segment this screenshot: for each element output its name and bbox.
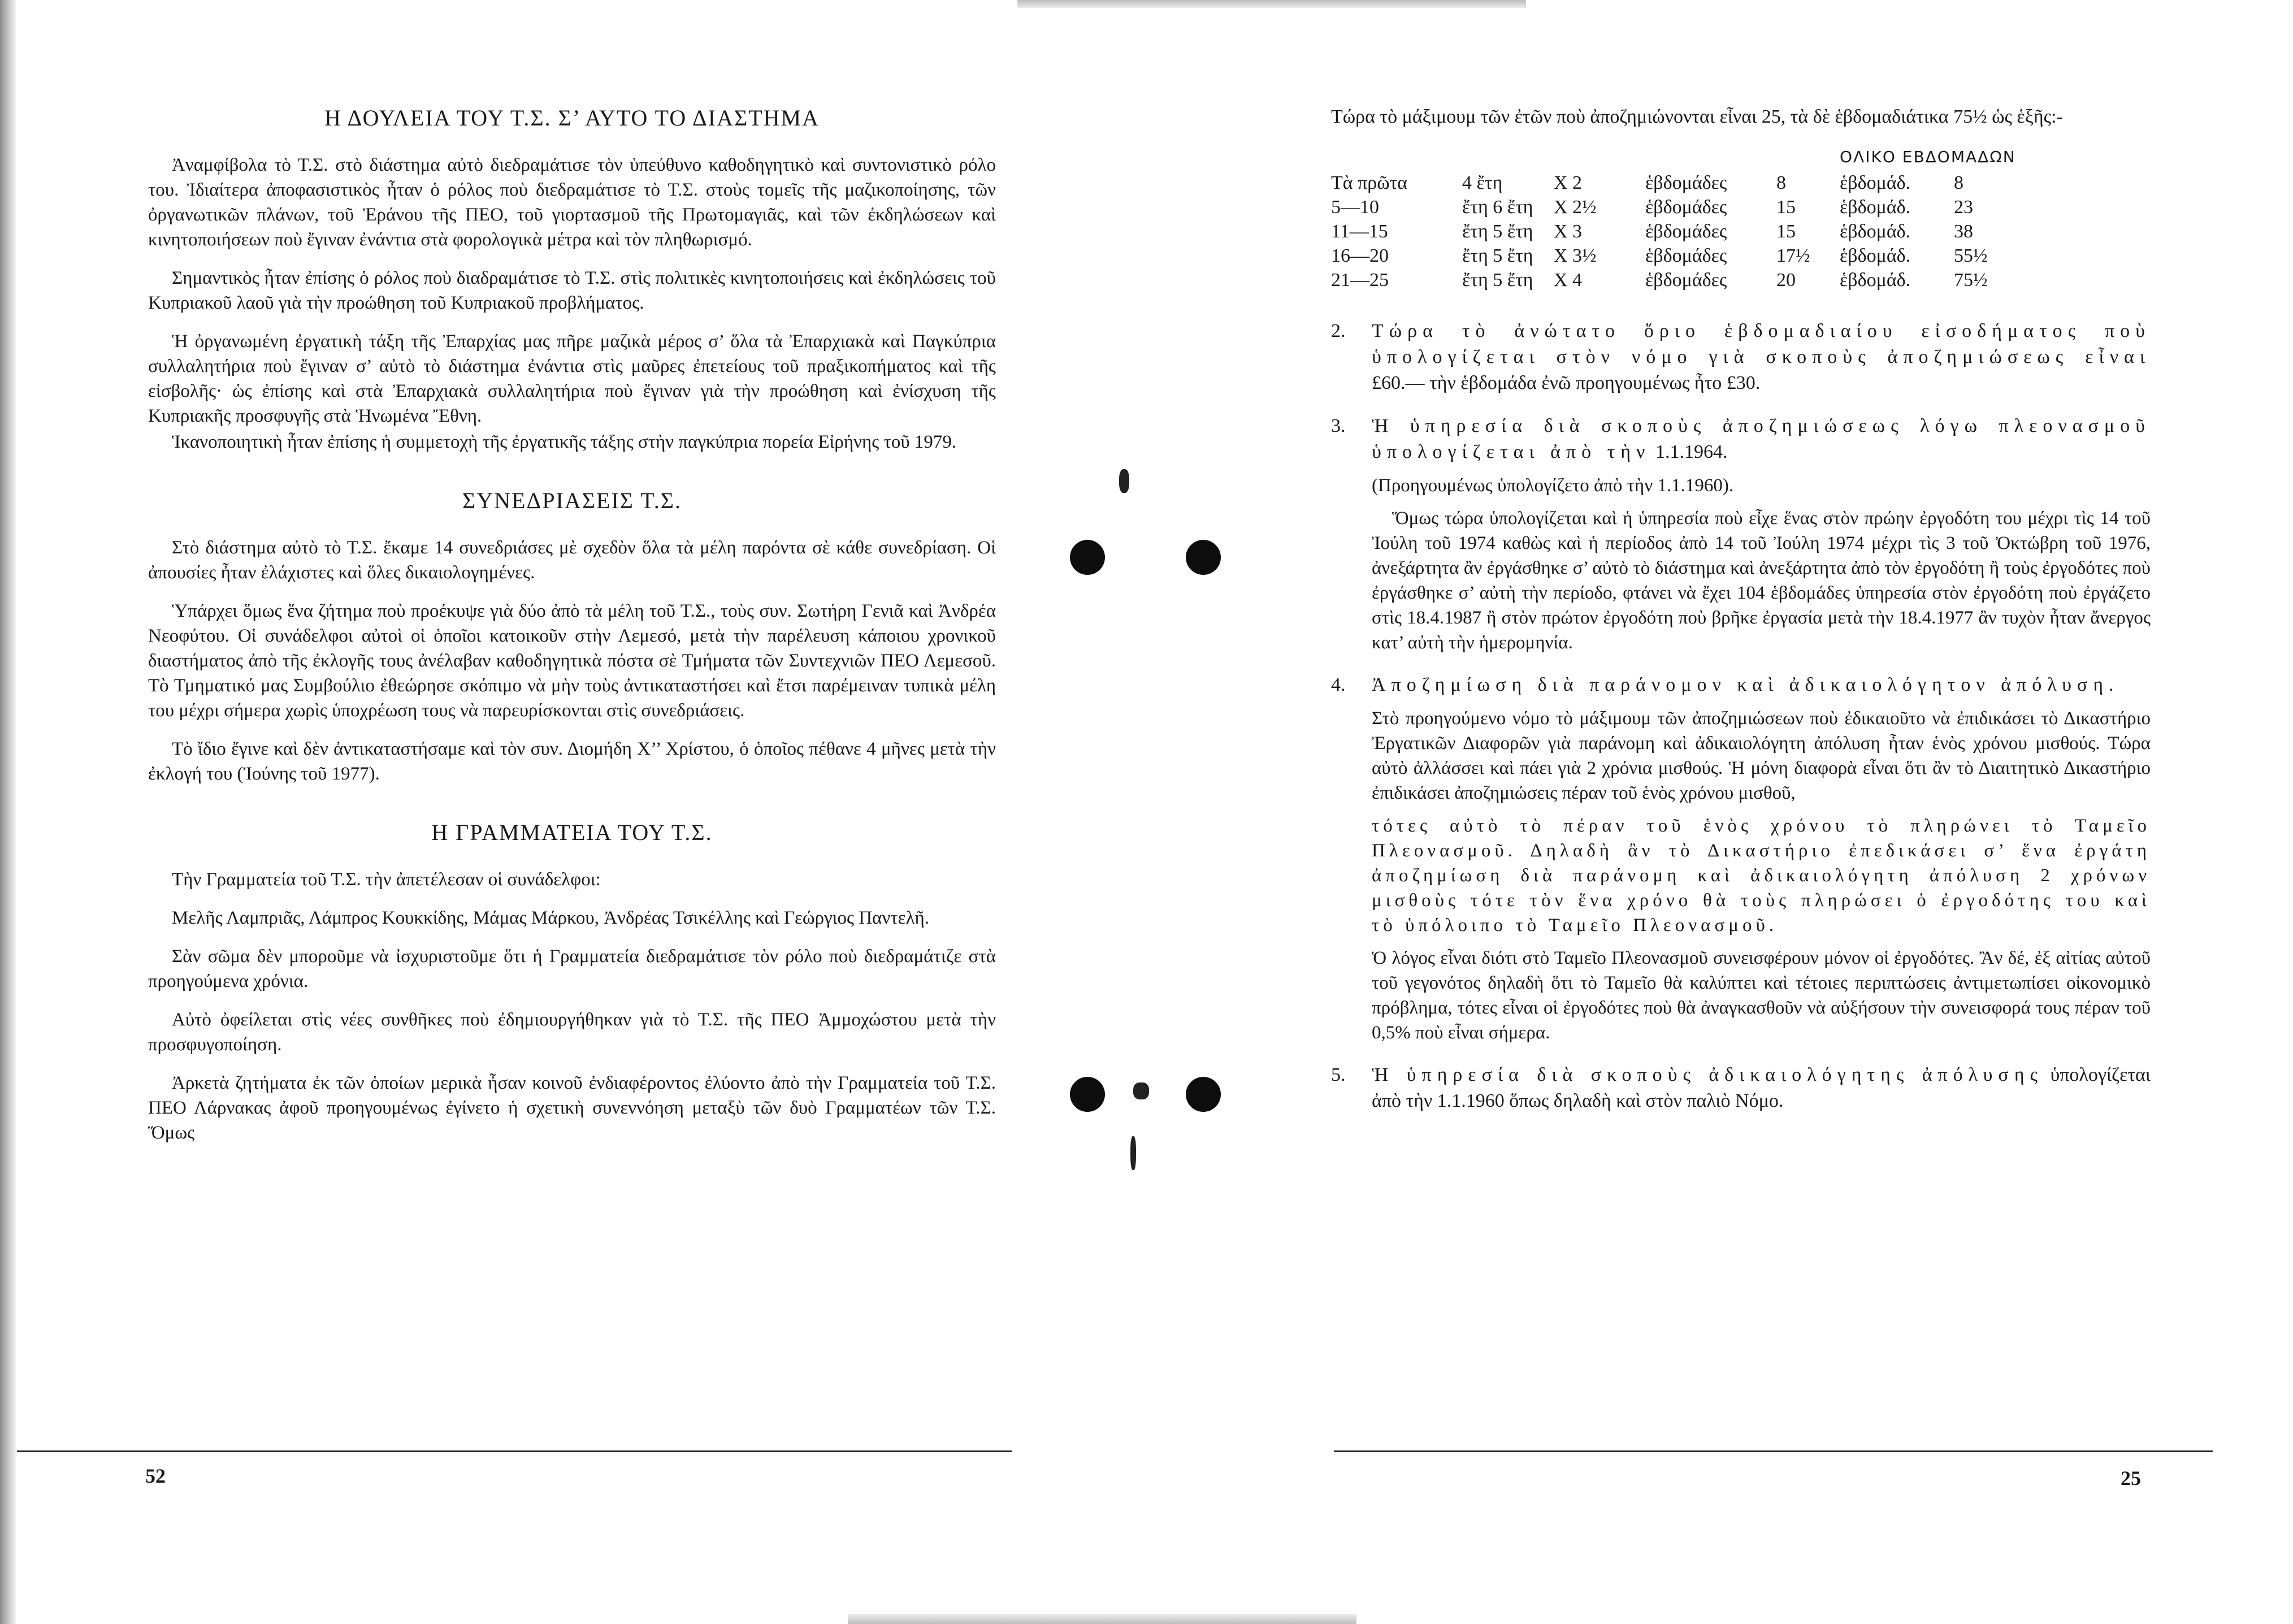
table-row	[1331, 244, 2016, 268]
item-lead	[1372, 672, 2151, 698]
item-paragraph: (Προηγουμένως ὑπολογίζετο ἀπὸ τὴν 1.1.1960).	[1372, 475, 1734, 496]
paragraph: Μελῆς Λαμπριᾶς, Λάμπρος Κουκκίδης, Μάμας Μάρκου, Ἀνδρέας Τσικέλλης καὶ Γεώργιος Παντελῆ.	[172, 908, 930, 928]
item-lead-rest: ὑπολογίζεται ἀπὸ τὴν 1.1.1960 ὅπως δηλαδὴ καὶ στὸν παλιὸ Νόμο.	[1372, 1064, 2151, 1111]
item-number: 3.	[1331, 415, 1346, 436]
table-cell: 55½	[1954, 245, 1988, 266]
section-spacer	[148, 468, 996, 487]
binding-hole	[1070, 540, 1105, 575]
table-row	[1331, 171, 2016, 195]
paragraph: Ἱκανοποιητικὴ ἦταν ἐπίσης ἡ συμμετοχὴ τῆς ἐργατικῆς τάξης στὴν παγκύπρια πορεία Εἰρήνης τοῦ 1979.	[172, 432, 957, 452]
table-cell: ἑβδομάδες	[1645, 172, 1727, 193]
table-cell: 11—15	[1331, 220, 1388, 242]
table-cell: 15	[1776, 196, 1796, 218]
section-spacer	[148, 800, 996, 819]
numbered-item-4	[1331, 672, 2151, 1045]
table-cell: 8	[1776, 172, 1786, 193]
paragraph: Ἀναμφίβολα τὸ Τ.Σ. στὸ διάστημα αὐτὸ διεδραμάτισε τὸν ὑπεύθυνο καθοδηγητικὸ καὶ συντονιστικὸ ρόλο του. Ἰδιαίτερα ἀποφασιστικὸς ἦταν ὁ ρόλος ποὺ διεδραμάτισε τὸ Τ.Σ. στοὺς τομεῖς τῆς μαζικοποίησης, τῶν ὀργανωτικῶν πλάνων, τοῦ Ἐράνου τῆς ΠΕΟ, τοῦ γιορτασμοῦ τῆς Πρωτομαγιᾶς, καὶ τῶν ἐκδηλώσεων καὶ κινητοποιήσεων ποὺ ἔγιναν ἐνάντια στὰ φορολογικὰ μέτρα καὶ τὸν πληθωρισμό.	[148, 155, 996, 250]
table-cell: ἑβδομάδ.	[1840, 172, 1911, 193]
table-cell: ἔτη 5 ἔτη	[1462, 269, 1533, 291]
item-lead-spaced: Ἡ ὑπηρεσία διὰ σκοποὺς ἀποζημιώσεως λόγω πλεονασμοῦ ὑπολογίζεται ἀπὸ τὴν	[1372, 415, 2151, 462]
paragraph: Αὐτὸ ὀφείλεται στὶς νέες συνθῆκες ποὺ ἐδημιουργήθηκαν γιὰ τὸ Τ.Σ. τῆς ΠΕΟ Ἀμμοχώστου μετὰ τὴν προσφυγοποίηση.	[148, 1010, 996, 1055]
item-lead-rest: £60.— τὴν ἑβδομάδα ἐνῶ προηγουμένως ἦτο £30.	[1372, 373, 1761, 393]
table-cell: ἑβδομάδ.	[1840, 220, 1911, 242]
table-cell: ἑβδομάδες	[1645, 269, 1727, 291]
table-cell: 20	[1776, 269, 1796, 291]
table-cell: Χ 3	[1554, 220, 1583, 242]
table-row	[1331, 268, 2016, 292]
item-lead-rest: 1.1.1964.	[1655, 441, 1728, 462]
table-cell: 75½	[1954, 269, 1988, 291]
table-cell: ἑβδομάδες	[1645, 220, 1727, 242]
section-heading-meetings: ΣΥΝΕΔΡΙΑΣΕΙΣ Τ.Σ.	[462, 488, 682, 513]
table-header-row	[1331, 146, 2016, 171]
table-row	[1331, 195, 2016, 219]
weeks-table	[1331, 146, 2016, 292]
table-cell: ἔτη 5 ἔτη	[1462, 220, 1533, 242]
table-cell: ἔτη 5 ἔτη	[1462, 245, 1533, 266]
right-column	[1331, 105, 2151, 1131]
total-weeks-header: ΟΛΙΚΟ ΕΒΔΟΜΑΔΩΝ	[1840, 148, 2016, 166]
paragraph: Τὴν Γραμματεία τοῦ Τ.Σ. τὴν ἀπετέλεσαν οἱ συνάδελφοι:	[172, 869, 601, 890]
binding-hole	[1070, 1077, 1105, 1112]
intro-paragraph: Τώρα τὸ μάξιμουμ τῶν ἐτῶν ποὺ ἀποζημιώνονται εἶναι 25, τὰ δὲ ἑβδομαδιάτικα 75½ ὡς ἑξῆς:-	[1331, 106, 2063, 127]
table-cell: 5—10	[1331, 196, 1379, 218]
item-paragraph: Ὁ λόγος εἶναι διότι στὸ Ταμεῖο Πλεονασμοῦ συνεισφέρουν μόνον οἱ ἐργοδότες. Ἂν δέ, ἐξ αἰτίας αὐτοῦ τοῦ γεγονότος δηλαδὴ ὅτι τὸ Ταμεῖο θὰ καλύπτει καὶ τέτοιες περιπτώσεις ἀντιμετωπίσει οἰκονομικὸ πρόβλημα, τότες εἶναι οἱ ἐργοδότες ποὺ θὰ ἀναγκασθοῦν νὰ αὐξήσουν τὴν συνεισφορά τους πέραν τοῦ 0,5% ποὺ εἶναι σήμερα.	[1372, 948, 2151, 1043]
item-lead	[1372, 1062, 2151, 1114]
section-heading-work: Η ΔΟΥΛΕΙΑ ΤΟΥ Τ.Σ. Σ’ ΑΥΤΟ ΤΟ ΔΙΑΣΤΗΜΑ	[324, 105, 820, 131]
item-number: 2.	[1331, 321, 1346, 341]
item-lead	[1372, 413, 2151, 465]
item-lead-spaced: Τώρα τὸ ἀνώτατο ὅριο ἑβδομαδιαίου εἰσοδήματος ποὺ ὑπολογίζεται στὸν νόμο γιὰ σκοποὺς ἀποζημιώσεως εἶναι	[1372, 321, 2151, 367]
footer-rule-left	[17, 1450, 1012, 1452]
scan-mark	[1119, 469, 1129, 493]
paragraph: Ὑπάρχει ὅμως ἕνα ζήτημα ποὺ προέκυψε γιὰ δύο ἀπὸ τὰ μέλη τοῦ Τ.Σ., τοὺς συν. Σωτήρη Γενιᾶ καὶ Ἀνδρέα Νεοφύτου. Οἱ συνάδελφοι αὐτοὶ οἱ ὁποῖοι κατοικοῦν στὴν Λεμεσό, μετὰ τὴν παρέλευση κάποιου χρονικοῦ διαστήματος ἀπὸ τῆς ἐκλογῆς τους ἀνέλαβαν καθοδηγητικὰ πόστα σὲ Τμήματα τῶν Συντεχνιῶν ΠΕΟ Λεμεσοῦ. Τὸ Τμηματικό μας Συμβούλιο ἐθεώρησε σκόπιμο νὰ μὴν τοὺς ἀντικαταστήσει καὶ ἔτσι παρέμειναν τυπικὰ μέλη του μέχρι σήμερα χωρὶς ὑποχρέωση τους νὰ παρευρίσκονται στὶς συνεδριάσεις.	[148, 601, 996, 721]
page-number-right: 25	[2121, 1467, 2141, 1489]
table-cell: ἑβδομάδες	[1645, 245, 1727, 266]
table-cell: 21—25	[1331, 269, 1389, 291]
table-cell: ἔτη 6 ἔτη	[1462, 196, 1533, 218]
table-cell: Χ 2½	[1554, 196, 1597, 218]
table-cell: ἑβδομάδ.	[1840, 269, 1911, 291]
page-number-left: 52	[145, 1465, 166, 1487]
table-row	[1331, 219, 2016, 244]
table-cell: 15	[1776, 220, 1796, 242]
item-lead-spaced: Ἀποζημίωση διὰ παράνομον καὶ ἀδικαιολόγητον ἀπόλυση.	[1372, 674, 2119, 695]
table-cell: 4 ἔτη	[1462, 172, 1503, 193]
item-paragraph: Ὅμως τώρα ὑπολογίζεται καὶ ἡ ὑπηρεσία ποὺ εἶχε ἕνας στὸν πρώην ἐργοδότη του μέχρι τὶς 14 τοῦ Ἰούλη τοῦ 1974 καθὼς καὶ ἡ περίοδος ἀπὸ 14 τοῦ Ἰούλη 1974 μέχρι τὶς 3 τοῦ Ὀκτώβρη τοῦ 1976, ἀνεξάρτητα ἂν ἐργάσθηκε σ’ αὐτὸ τὸ διάστημα καὶ ἀνεξάρτητα ἀπὸ τὸν ἐργοδότη ἢ τοὺς ἐργοδότες ποὺ ἐργάσθηκε σ’ αὐτὴ τὴν περίοδο, φτάνει νὰ ἔχει 104 ἑβδομάδες ὑπηρεσία στὸν ἐργοδότη ποὺ ἐργάζετο στὶς 18.4.1987 ἢ στὸν πρώτον ἐργοδότη ποὺ βρῆκε ἐργασία μετὰ τὴν 18.4.1977 ἂν τυχὸν ἦταν ἄνεργος κατ’ αὐτὴ τὴν ἡμερομηνία.	[1372, 508, 2151, 653]
item-paragraph: Στὸ προηγούμενο νόμο τὸ μάξιμουμ τῶν ἀποζημιώσεων ποὺ ἐδικαιοῦτο νὰ ἐπιδικάσει τὸ Δικαστήριο Ἐργατικῶν Διαφορῶν γιὰ παράνομη καὶ ἀδικαιολόγητη ἀπόλυση ἦταν ἑνὸς χρόνου μισθούς. Τώρα αὐτὸ ἀλλάσσει καὶ πάει γιὰ 2 χρόνια μισθούς. Ἡ μόνη διαφορὰ εἶναι ὅτι ἂν τὸ Διαιτητικὸ Δικαστήριο ἐπιδικάσει ἀποζημιώσεις πέραν τοῦ ἑνὸς χρόνου μισθοῦ,	[1372, 708, 2151, 803]
paragraph: Ἡ ὀργανωμένη ἐργατικὴ τάξη τῆς Ἐπαρχίας μας πῆρε μαζικὰ μέρος σ’ ὅλα τὰ Ἐπαρχιακὰ καὶ Παγκύπρια συλλαλητήρια ποὺ ἔγιναν σ’ αὐτὸ τὸ διάστημα ἐνάντια στὶς μαῦρες ἐπετείους τοῦ πραξικοπήματος καὶ τῆς εἰσβολῆς· ὡς ἐπίσης καὶ στὰ Ἐπαρχιακὰ συλλαλητήρια ποὺ ἔγιναν γιὰ τὴν προώθηση καὶ ἐνίσχυση τῆς Κυπριακῆς προσφυγῆς στὰ Ἡνωμένα Ἔθνη.	[148, 331, 996, 426]
paragraph: Στὸ διάστημα αὐτὸ τὸ Τ.Σ. ἔκαμε 14 συνεδριάσες μὲ σχεδὸν ὅλα τὰ μέλη παρόντα σὲ κάθε συνεδρίαση. Οἱ ἀπουσίες ἦταν ἐλάχιστες καὶ ὅλες δικαιολογημένες.	[148, 538, 996, 583]
item-lead-spaced: Ἡ ὑπηρεσία διὰ σκοποὺς ἀδικαιολόγητης ἀπόλυσης	[1372, 1064, 2043, 1085]
table-cell: 16—20	[1331, 245, 1389, 266]
paragraph: Τὸ ἴδιο ἔγινε καὶ δὲν ἀντικαταστήσαμε καὶ τὸν συν. Διομήδη Χ’’ Χρίστου, ὁ ὁποῖος πέθανε 4 μῆνες μετὰ τὴν ἐκλογή του (Ἰούνης τοῦ 1977).	[148, 739, 996, 784]
table-cell: 23	[1954, 196, 1973, 218]
table-cell: ἑβδομάδ.	[1840, 245, 1911, 266]
item-lead	[1372, 318, 2151, 396]
section-heading-secretariat: Η ΓΡΑΜΜΑΤΕΙΑ ΤΟΥ Τ.Σ.	[431, 820, 713, 845]
table-cell: Χ 3½	[1554, 245, 1597, 266]
item-number: 5.	[1331, 1064, 1346, 1085]
left-column	[148, 105, 996, 1159]
footer-rule-right	[1334, 1450, 2213, 1452]
table-cell: Χ 4	[1554, 269, 1583, 291]
item-paragraph-spaced: τότες αὐτὸ τὸ πέραν τοῦ ἑνὸς χρόνου τὸ πληρώνει τὸ Ταμεῖο Πλεονασμοῦ. Δηλαδὴ ἂν τὸ Δικαστήριο ἐπεδικάσει σ’ ἕνα ἐργάτη ἀποζημίωση διὰ παράνομη καὶ ἀδικαιολόγητη ἀπόλυση 2 χρόνων μισθοὺς τότε τὸν ἕνα χρόνο θὰ τοὺς πληρώσει ὁ ἐργοδότης του καὶ τὸ ὑπόλοιπο τὸ Ταμεῖο Πλεονασμοῦ.	[1372, 816, 2151, 936]
table-cell: ἑβδομάδες	[1645, 196, 1727, 218]
paragraph: Σὰν σῶμα δὲν μποροῦμε νὰ ἰσχυριστοῦμε ὅτι ἡ Γραμματεία διεδραμάτισε τὸν ρόλο ποὺ διεδραμάτιζε στὰ προηγούμενα χρόνια.	[148, 946, 996, 991]
paragraph: Ἀρκετὰ ζητήματα ἐκ τῶν ὁποίων μερικὰ ἦσαν κοινοῦ ἐνδιαφέροντος ἐλύοντο ἀπὸ τὴν Γραμματεία τοῦ Τ.Σ. ΠΕΟ Λάρνακας ἀφοῦ προηγουμένως ἐγίνετο ἡ σχετικὴ συνεννόηση μεταξὺ τῶν δυὸ Γραμματέων τῶν Τ.Σ. Ὅμως	[148, 1073, 996, 1143]
scan-mark	[1130, 1136, 1136, 1170]
table-cell: Χ 2	[1554, 172, 1583, 193]
left-page	[0, 0, 1146, 1624]
item-number: 4.	[1331, 674, 1346, 695]
table-cell: ἑβδομάδ.	[1840, 196, 1911, 218]
numbered-item-2	[1331, 318, 2151, 396]
table-cell: 17½	[1776, 245, 1810, 266]
numbered-item-3	[1331, 413, 2151, 655]
table-cell: Τὰ πρῶτα	[1331, 172, 1408, 193]
numbered-item-5	[1331, 1062, 2151, 1114]
paragraph: Σημαντικὸς ἦταν ἐπίσης ὁ ρόλος ποὺ διαδραμάτισε τὸ Τ.Σ. στὶς πολιτικὲς κινητοποιήσεις καὶ ἐκδηλώσεις τοῦ Κυπριακοῦ λαοῦ γιὰ τὴν προώθηση τοῦ Κυπριακοῦ προβλήματος.	[148, 268, 996, 313]
table-cell: 38	[1954, 220, 1973, 242]
table-cell: 8	[1954, 172, 1963, 193]
